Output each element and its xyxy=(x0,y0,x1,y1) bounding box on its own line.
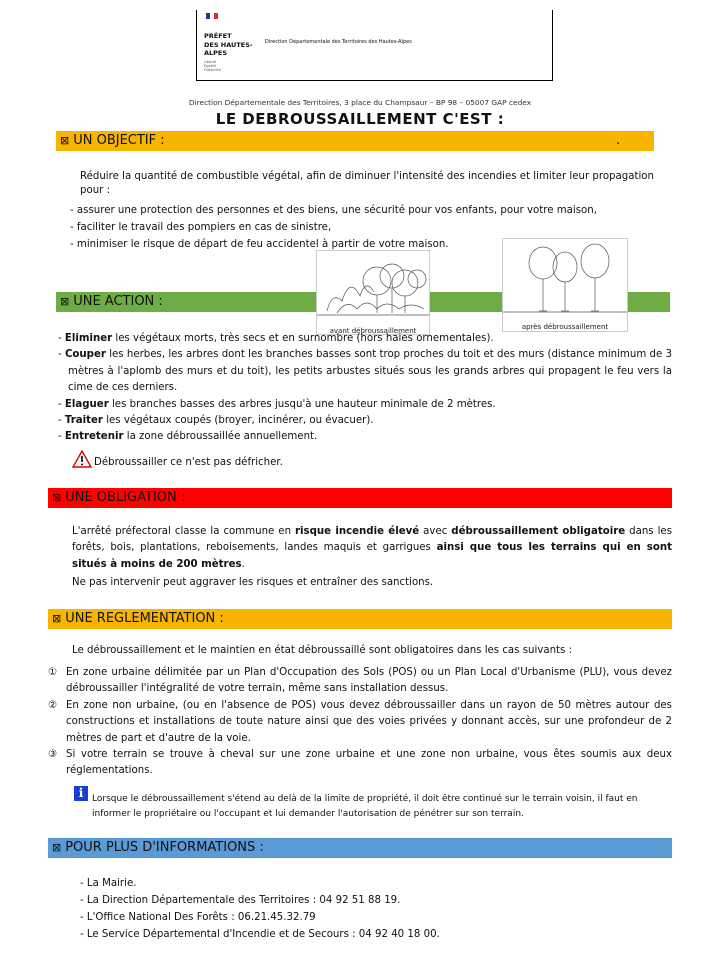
after-vegetation-drawing xyxy=(503,239,627,317)
contact-item: - La Direction Départementale des Territoires : 04 92 51 88 19. xyxy=(80,894,401,906)
informations-list xyxy=(80,876,680,944)
obligation-text: dans les forêts, bois, plantations, reboisements, landes maquis et garrigues xyxy=(72,526,672,554)
obligation-bold: ainsi que tous les terrains qui en sont situés à moins de 200 mètres xyxy=(72,542,672,570)
caption-after: après débroussaillement xyxy=(521,323,609,331)
section-header-obligation xyxy=(48,488,672,508)
objectif-item: - assurer une protection des personnes et des biens, une sécurité pour vos enfants, pour votre maison, xyxy=(70,205,597,216)
action-item: - Elaguer les branches basses des arbres jusqu'à une hauteur minimale de 2 mètres. xyxy=(58,398,496,410)
photo-before xyxy=(316,250,430,335)
action-text: les végétaux coupés (broyer, incinérer, ou évacuer). xyxy=(102,415,374,427)
checkbox-icon: ⊠ xyxy=(60,295,70,308)
informations-heading: POUR PLUS D'INFORMATIONS : xyxy=(65,840,264,855)
item-text: En zone non urbaine, (ou en l'absence de POS) vous devez débroussailler dans un rayon de 50 mètres autour des constructions et installations de toute nature ainsi que des voies privées y donnant accès, sur une profondeur de 2 mètres de part et d'autre de la voie. xyxy=(66,699,672,744)
address-line: Direction Départementale des Territoires, 3 place du Champsaur – BP 98 – 05007 GAP cedex xyxy=(188,98,532,107)
devise-line2: Égalité xyxy=(204,64,217,68)
objectif-item: - faciliter le travail des pompiers en cas de sinistre, xyxy=(70,221,332,233)
item-number: ③ xyxy=(48,749,58,761)
section-header-reglementation xyxy=(48,609,672,629)
action-heading: UNE ACTION : xyxy=(73,294,163,309)
action-verb: Entretenir xyxy=(64,431,124,443)
devise-line1: Liberté xyxy=(204,60,217,64)
action-text: la zone débroussaillée annuellement. xyxy=(123,431,318,443)
reglementation-item xyxy=(48,698,672,747)
action-text: les herbes, les arbres dont les branches basses sont trop proches du toit et des murs (distance minimum de 3 mètres à l'aplomb des murs et du toit), les petits arbustes situés sous les grands arbres qui propagent le feu vers la cime de ces derniers. xyxy=(68,349,672,394)
action-verb: Couper xyxy=(64,349,106,361)
warning-triangle-icon xyxy=(72,450,92,472)
obligation-paragraph xyxy=(72,524,672,573)
info-note: Lorsque le débroussaillement s'étend au delà de la limite de propriété, il doit être continué sur le terrain voisin, il faut en informer le propriétaire ou l'occupant et lui demander l'autorisation de pénétrer sur son terrain. xyxy=(92,794,638,819)
page-title: LE DEBROUSSAILLEMENT C'EST : xyxy=(215,110,505,128)
checkbox-icon: ⊠ xyxy=(52,841,62,854)
reglementation-item xyxy=(48,747,672,780)
objectif-intro: Réduire la quantité de combustible végétal, afin de diminuer l'intensité des incendies et limiter leur propagation pour : xyxy=(80,171,654,196)
action-list xyxy=(58,331,672,446)
reglementation-intro: Le débroussaillement et le maintien en état débroussaillé sont obligatoires dans les cas suivants : xyxy=(72,645,573,656)
warning-text: Débroussailler ce n'est pas défricher. xyxy=(94,457,283,468)
prefet-logo-text xyxy=(204,32,264,58)
action-verb: Eliminer xyxy=(64,333,113,344)
item-text: Si votre terrain se trouve à cheval sur une zone urbaine et une zone non urbaine, vous êtes soumis aux deux réglementations. xyxy=(66,749,672,777)
obligation-text: avec xyxy=(419,526,452,537)
objectif-heading: UN OBJECTIF : xyxy=(73,133,165,148)
action-item: - Eliminer les végétaux morts, très secs et en surnombre (hors haies ornementales). xyxy=(58,333,494,344)
obligation-sanctions: Ne pas intervenir peut aggraver les risques et entraîner des sanctions. xyxy=(72,577,434,588)
prefet-line2: DES HAUTES- xyxy=(204,40,253,49)
item-text: En zone urbaine délimitée par un Plan d'Occupation des Sols (POS) ou un Plan Local d'Urbanisme (PLU), vous devez débroussailler l'intégralité de votre terrain, même sans installation dessus. xyxy=(66,667,672,695)
info-icon: i xyxy=(74,786,88,801)
devise-line3: Fraternité xyxy=(204,68,221,72)
item-number: ② xyxy=(48,699,58,711)
reglementation-heading: UNE REGLEMENTATION : xyxy=(65,611,224,626)
checkbox-icon: ⊠ xyxy=(60,134,70,147)
action-verb: Elaguer xyxy=(64,398,109,410)
before-vegetation-drawing xyxy=(317,251,429,321)
obligation-heading: UNE OBLIGATION : xyxy=(65,490,186,505)
obligation-bold: débroussaillement obligatoire xyxy=(451,526,626,537)
action-text: les végétaux morts, très secs et en surnombre (hors haies ornementales). xyxy=(112,333,494,344)
caption-before: avant débroussaillement xyxy=(329,327,417,335)
action-item: - Traiter les végétaux coupés (broyer, incinérer, ou évacuer). xyxy=(58,415,374,427)
objectif-item: - minimiser le risque de départ de feu accidentel à partir de votre maison. xyxy=(70,238,449,250)
action-verb: Traiter xyxy=(64,415,103,427)
action-text: les branches basses des arbres jusqu'à une hauteur minimale de 2 mètres. xyxy=(108,398,496,410)
reglementation-list xyxy=(48,665,672,780)
contact-item: - L'Office National Des Forêts : 06.21.45.32.79 xyxy=(80,911,316,923)
objectif-dot: . xyxy=(616,133,621,148)
item-number: ① xyxy=(48,667,58,678)
section-header-objectif xyxy=(56,131,654,151)
checkbox-icon: ⊠ xyxy=(52,612,62,625)
contact-item: - Le Service Départemental d'Incendie et de Secours : 04 92 40 18 00. xyxy=(80,928,440,940)
obligation-text: L'arrêté préfectoral classe la commune en xyxy=(72,526,296,537)
obligation-text: . xyxy=(241,558,245,570)
action-item: - Couper les herbes, les arbres dont les branches basses sont trop proches du toit et des murs (distance minimum de 3 mètres à l'aplomb des murs et du toit), les petits arbustes situés sous les grands arbres qui propagent le feu vers la cime de ces derniers. xyxy=(58,349,672,394)
action-item: - Entretenir la zone débroussaillée annuellement. xyxy=(58,431,318,443)
checkbox-icon: ⊠ xyxy=(52,491,62,504)
photo-after xyxy=(502,238,628,332)
obligation-bold: risque incendie élevé xyxy=(295,526,420,537)
reglementation-item xyxy=(48,665,672,698)
prefet-line3: ALPES xyxy=(204,49,228,57)
devise xyxy=(204,60,244,72)
prefet-line1: PRÉFET xyxy=(204,32,232,40)
contact-item: - La Mairie. xyxy=(80,878,137,889)
section-header-informations xyxy=(48,838,672,858)
header-divider xyxy=(258,80,424,81)
french-flag-icon xyxy=(206,13,218,19)
ddt-name: Direction Départementale des Territoires des Hautes-Alpes xyxy=(265,39,412,45)
